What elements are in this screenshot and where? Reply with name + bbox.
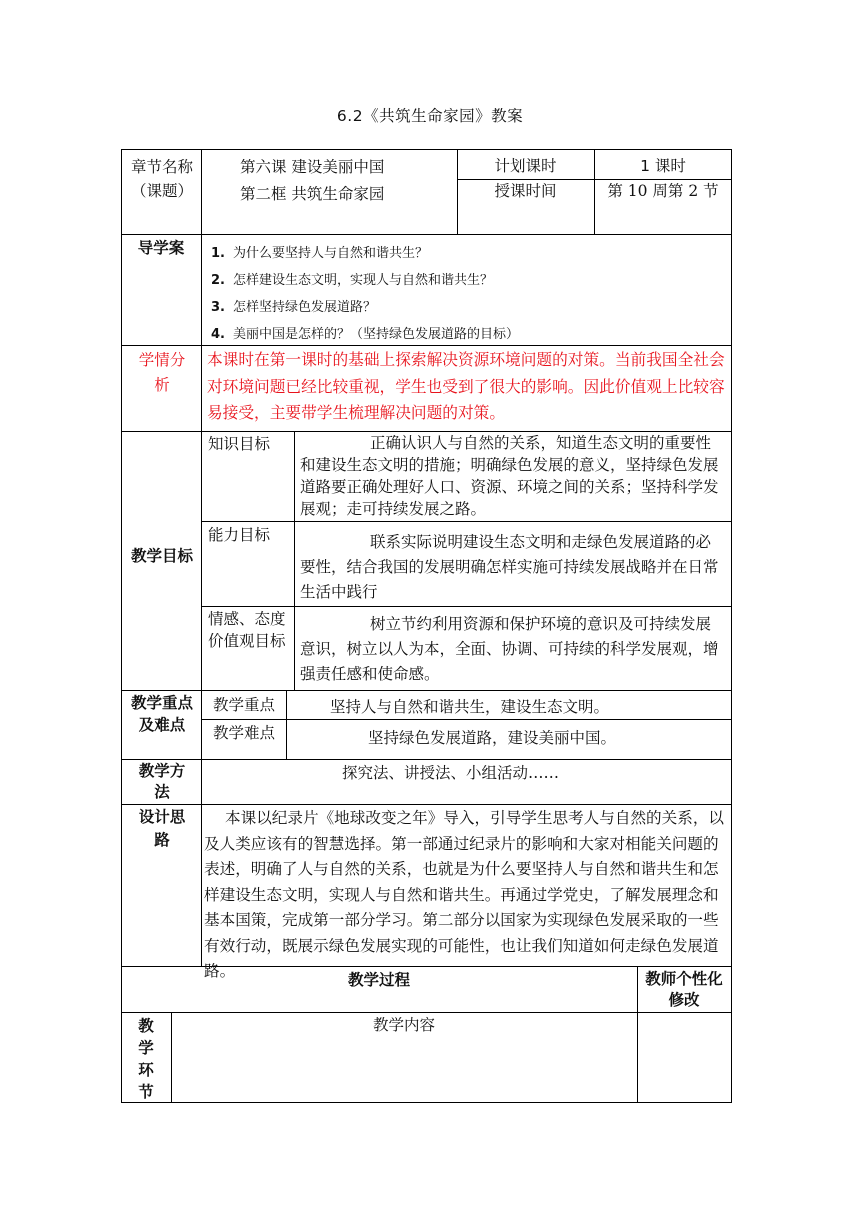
lesson-title-line1: 第六课 建设美丽中国 [240, 158, 385, 176]
chapter-label: 章节名称（课题） [131, 158, 194, 200]
stage-label: 教学环节 [138, 1017, 154, 1101]
emotion-goal-text: 树立节约利用资源和保护环境的意识及可持续发展意识，树立以人为本，全面、协调、可持续的科学发展观，增强责任感和使命感。 [300, 615, 719, 683]
knowledge-goal-label: 知识目标 [208, 435, 271, 453]
focus-text: 坚持人与自然和谐共生，建设生态文明。 [330, 698, 610, 716]
method-label: 教学方法 [138, 762, 186, 801]
focus-label: 教学重点 [212, 696, 275, 714]
plan-hours-value: 1 课时 [640, 157, 686, 175]
ability-goal-text: 联系实际说明建设生态文明和走绿色发展道路的必要性，结合我国的发展明确怎样实施可持续发展战略并在日常生活中践行 [300, 533, 719, 601]
difficulty-text: 坚持绿色发展道路，建设美丽中国。 [368, 729, 617, 747]
guide-question-list [211, 240, 726, 348]
document-title: 6.2《共筑生命家园》教案 [336, 107, 524, 125]
knowledge-goal-text: 正确认识人与自然的关系，知道生态文明的重要性和建设生态文明的措施；明确绿色发展的意义，坚持绿色发展道路要正确处理好人口、资源、环境之间的关系；坚持科学发展观；走可持续发展之路。 [300, 434, 719, 518]
teacher-revision-label: 教师个性化修改 [645, 970, 723, 1009]
guide-label: 导学案 [137, 239, 185, 257]
method-text: 探究法、讲授法、小组活动…… [342, 764, 560, 782]
guide-question: 4. 美丽中国是怎样的？（坚持绿色发展道路的目标） [211, 327, 519, 342]
key-points-label: 教学重点及难点 [131, 694, 194, 734]
content-label: 教学内容 [372, 1016, 435, 1034]
design-label: 设计思路 [138, 808, 186, 849]
teach-time-label: 授课时间 [494, 182, 557, 200]
design-text: 本课以纪录片《地球改变之年》导入，引导学生思考人与自然的关系，以及人类应该有的智慧选择。第一部通过纪录片的影响和大家对相能关问题的表述，明确了人与自然的关系，也就是为什么要坚持人与自然和谐共生和怎样建设生态文明，实现人与自然和谐共生。再通过学党史，了解发展理念和基本国策，完成第一部分学习。第二部分以国家为实现绿色发展采取的一些有效行动，既展示绿色发展实现的可能性，也让我们知道如何走绿色发展道路。 [204, 809, 725, 980]
ability-goal-label: 能力目标 [208, 526, 271, 544]
teach-time-value: 第 10 周第 2 节 [607, 182, 719, 200]
guide-question: 2. 怎样建设生态文明，实现人与自然和谐共生？ [211, 273, 493, 288]
objectives-label: 教学目标 [131, 547, 194, 565]
guide-question: 3. 怎样坚持绿色发展道路？ [211, 300, 376, 315]
emotion-goal-label: 情感、态度价值观目标 [208, 610, 286, 650]
analysis-label: 学情分析 [138, 351, 186, 394]
analysis-text: 本课时在第一课时的基础上探索解决资源环境问题的对策。当前我国全社会对环境问题已经比较重视，学生也受到了很大的影响。因此价值观上比较容易接受，主要带学生梳理解决问题的对策。 [207, 350, 725, 422]
plan-hours-label: 计划课时 [494, 157, 557, 175]
process-label: 教学过程 [347, 971, 410, 989]
guide-question: 1. 为什么要坚持人与自然和谐共生？ [211, 246, 428, 261]
difficulty-label: 教学难点 [212, 724, 275, 742]
lesson-title-line2: 第二框 共筑生命家园 [240, 185, 385, 203]
